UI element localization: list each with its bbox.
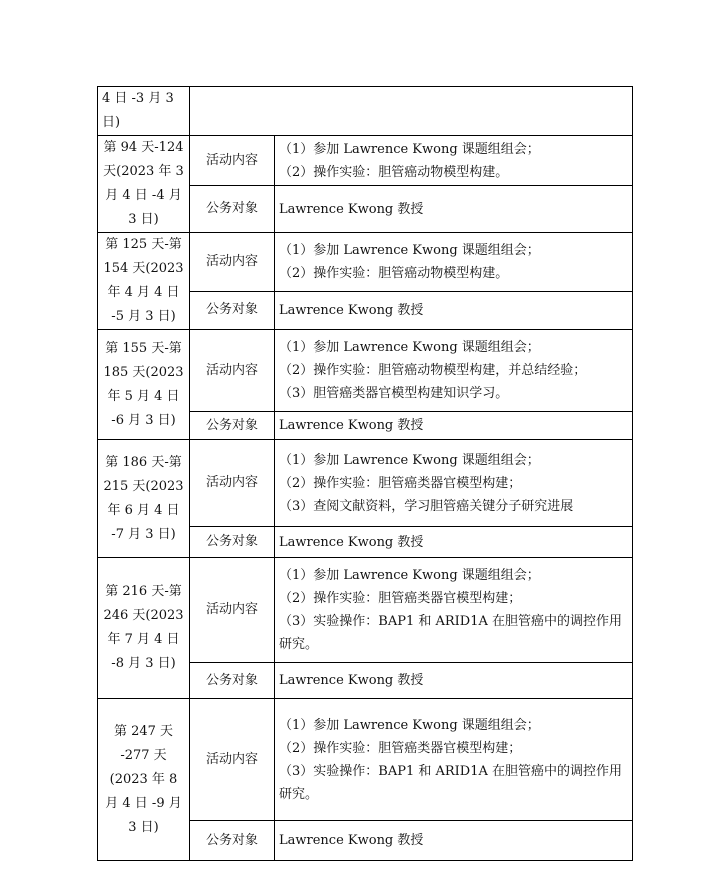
period-cell: 第 247 天 -277 天 (2023 年 8 月 4 日 -9 月 3 日) (98, 699, 190, 861)
target-label: 公务对象 (190, 663, 275, 699)
target-label: 公务对象 (190, 291, 275, 329)
activity-content (275, 558, 633, 663)
target-value: Lawrence Kwong 教授 (275, 291, 633, 329)
activity-item: （1）参加 Lawrence Kwong 课题组组会； (279, 340, 540, 355)
activity-item: （1）参加 Lawrence Kwong 课题组组会； (279, 452, 540, 468)
schedule-table (97, 86, 633, 861)
table-row (98, 558, 633, 663)
table-row (98, 699, 633, 821)
activity-label: 活动内容 (190, 440, 275, 527)
period-cell: 第 94 天-124 天(2023 年 3 月 4 日 -4 月 3 日) (98, 136, 190, 233)
activity-content (275, 699, 633, 821)
target-value: Lawrence Kwong 教授 (275, 527, 633, 558)
activity-item: （1）参加 Lawrence Kwong 课题组组会； (279, 242, 540, 258)
period-cell: 4 日 -3 月 3 日) (98, 87, 190, 136)
table-row (98, 233, 633, 292)
activity-item: （2）操作实验：胆管癌类器官模型构建； (279, 475, 522, 491)
target-value: Lawrence Kwong 教授 (275, 663, 633, 699)
activity-label: 活动内容 (190, 699, 275, 821)
period-cell: 第 155 天-第 185 天(2023 年 5 月 4 日 -6 月 3 日) (98, 330, 190, 440)
activity-item: （3）实验操作：BAP1 和 ARID1A 在胆管癌中的调控作用研究。 (279, 614, 623, 652)
activity-item: （2）操作实验：胆管癌动物模型构建，并总结经验； (279, 363, 587, 378)
table-row (98, 136, 633, 186)
activity-content (275, 136, 633, 186)
activity-item: （1）参加 Lawrence Kwong 课题组组会； (279, 717, 540, 733)
activity-item: （2）操作实验：胆管癌动物模型构建。 (279, 164, 509, 180)
target-label: 公务对象 (190, 821, 275, 861)
activity-item: （3）胆管癌类器官模型构建知识学习。 (279, 386, 509, 401)
period-cell: 第 186 天-第 215 天(2023 年 6 月 4 日 -7 月 3 日) (98, 440, 190, 558)
activity-item: （2）操作实验：胆管癌动物模型构建。 (279, 265, 509, 281)
table-row (98, 87, 633, 136)
target-value: Lawrence Kwong 教授 (275, 186, 633, 233)
activity-item: （2）操作实验：胆管癌类器官模型构建； (279, 591, 522, 606)
target-label: 公务对象 (190, 186, 275, 233)
target-value: Lawrence Kwong 教授 (275, 821, 633, 861)
period-cell: 第 216 天-第 246 天(2023 年 7 月 4 日 -8 月 3 日) (98, 558, 190, 699)
activity-content (275, 233, 633, 292)
activity-label: 活动内容 (190, 558, 275, 663)
target-label: 公务对象 (190, 527, 275, 558)
target-label: 公务对象 (190, 412, 275, 440)
target-value: Lawrence Kwong 教授 (275, 412, 633, 440)
empty-cell (190, 87, 633, 136)
activity-label: 活动内容 (190, 233, 275, 292)
activity-content (275, 440, 633, 527)
activity-item: （1）参加 Lawrence Kwong 课题组组会； (279, 568, 540, 583)
period-cell: 第 125 天-第 154 天(2023 年 4 月 4 日 -5 月 3 日) (98, 233, 190, 330)
activity-item: （2）操作实验：胆管癌类器官模型构建； (279, 740, 522, 756)
activity-item: （3）实验操作：BAP1 和 ARID1A 在胆管癌中的调控作用研究。 (279, 763, 623, 802)
table-row (98, 330, 633, 412)
activity-label: 活动内容 (190, 136, 275, 186)
activity-item: （3）查阅文献资料，学习胆管癌关键分子研究进展 (279, 498, 574, 514)
table-row (98, 440, 633, 527)
activity-label: 活动内容 (190, 330, 275, 412)
activity-content (275, 330, 633, 412)
activity-item: （1）参加 Lawrence Kwong 课题组组会； (279, 141, 540, 157)
